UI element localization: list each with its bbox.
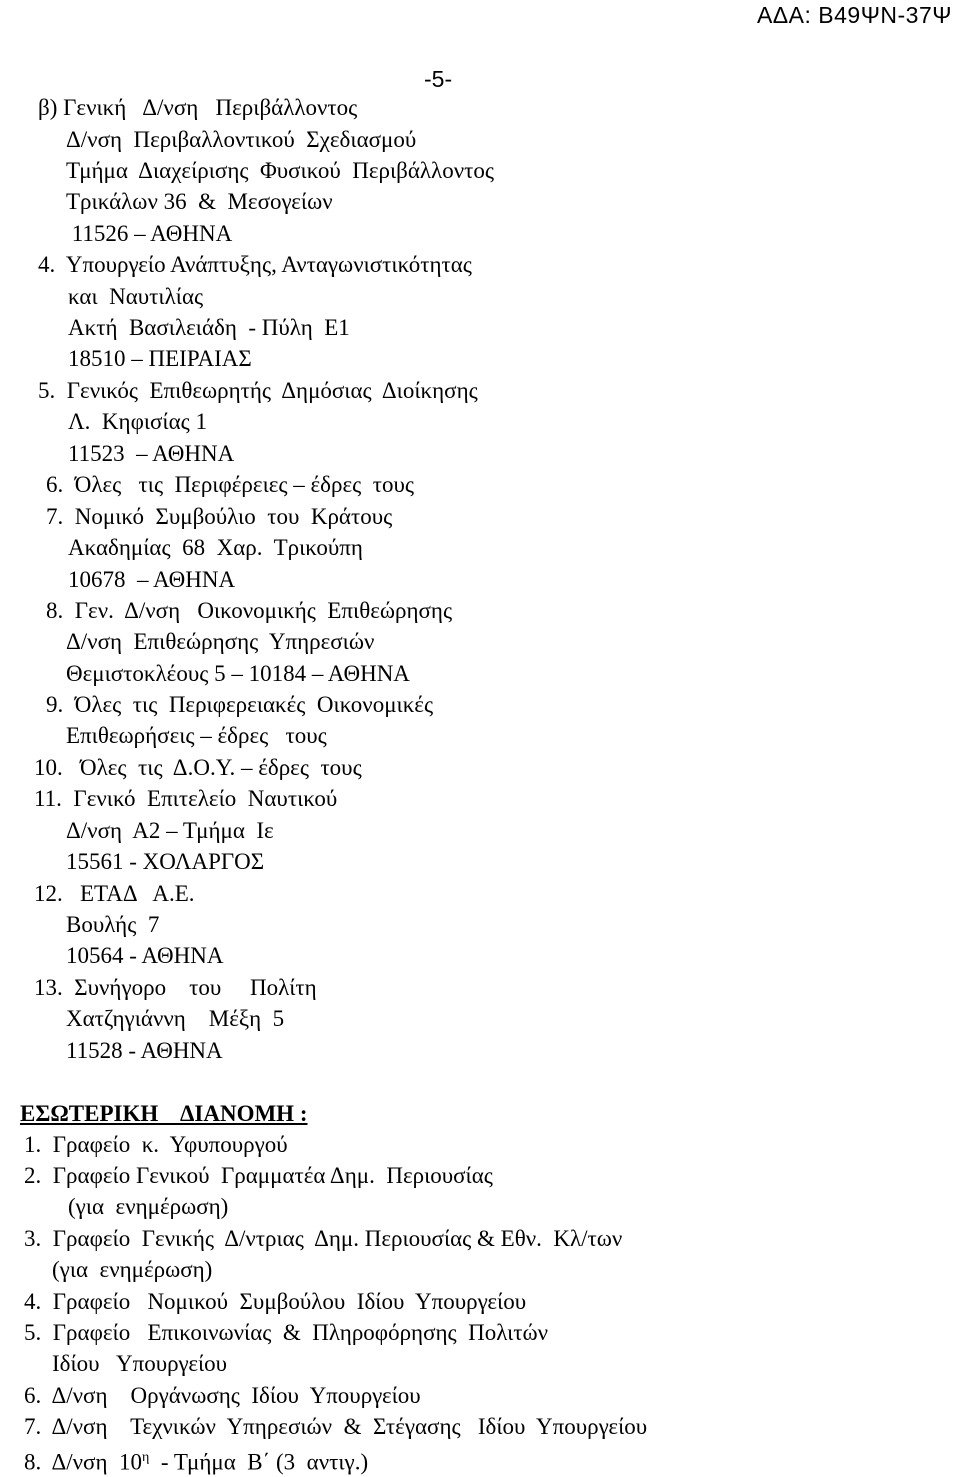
list-line: και Ναυτιλίας xyxy=(68,284,204,309)
list-line: Βουλής 7 xyxy=(66,912,160,937)
list-line: 15561 - ΧΟΛΑΡΓΟΣ xyxy=(66,849,265,874)
list-line: 4. Υπουργείο Ανάπτυξης, Ανταγωνιστικότητας xyxy=(38,252,472,277)
list-line: 6. Δ/νση Οργάνωσης Ιδίου Υπουργείου xyxy=(24,1383,421,1408)
list-line: Ακτή Βασιλειάδη - Πύλη Ε1 xyxy=(68,315,350,340)
list-line: 7. Νομικό Συμβούλιο του Κράτους xyxy=(46,504,393,529)
internal-distribution-heading: ΕΣΩΤΕΡΙΚΗ ΔΙΑΝΟΜΗ : xyxy=(20,1101,308,1126)
list-line: 5. Γραφείο Επικοινωνίας & Πληροφόρησης Πολιτών xyxy=(24,1320,549,1345)
list-line: Ιδίου Υπουργείου xyxy=(52,1351,228,1376)
list-line: 4. Γραφείο Νομικού Συμβούλου Ιδίου Υπουργείου xyxy=(24,1289,527,1314)
list-line: (για ενημέρωση) xyxy=(68,1194,229,1219)
last-line-prefix: 8. Δ/νση 10 xyxy=(24,1449,142,1475)
list-line: 10. Όλες τις Δ.Ο.Υ. – έδρες τους xyxy=(34,755,362,780)
list-line: 2. Γραφείο Γενικού Γραμματέα Δημ. Περιουσίας xyxy=(24,1163,493,1188)
last-line-suffix: - Τμήμα Β΄ (3 αντιγ.) xyxy=(149,1449,369,1475)
list-line: 13. Συνήγορο του Πολίτη xyxy=(34,975,317,1000)
list-line: Δ/νση Επιθεώρησης Υπηρεσιών xyxy=(66,629,375,654)
list-line: Δ/νση Περιβαλλοντικού Σχεδιασμού xyxy=(66,127,417,152)
list-line: 11523 – ΑΘΗΝΑ xyxy=(68,441,235,466)
page-number: -5- xyxy=(424,66,453,92)
ada-code: ΑΔΑ: Β49ΨΝ-37Ψ xyxy=(756,2,952,28)
list-line: 9. Όλες τις Περιφερειακές Οικονομικές xyxy=(46,692,434,717)
list-line: 10678 – ΑΘΗΝΑ xyxy=(68,567,236,592)
list-line: 11. Γενικό Επιτελείο Ναυτικού xyxy=(34,786,338,811)
list-line: Τμήμα Διαχείρισης Φυσικού Περιβάλλοντος xyxy=(66,158,494,183)
list-line: 3. Γραφείο Γενικής Δ/ντριας Δημ. Περιουσίας & Εθν. Κλ/των xyxy=(24,1226,623,1251)
list-line: 8. Γεν. Δ/νση Οικονομικής Επιθεώρησης xyxy=(46,598,453,623)
list-line: 11526 – ΑΘΗΝΑ xyxy=(66,221,233,246)
list-line: 18510 – ΠΕΙΡΑΙΑΣ xyxy=(68,346,252,371)
list-line: Ακαδημίας 68 Χαρ. Τρικούπη xyxy=(68,535,363,560)
list-line: 11528 - ΑΘΗΝΑ xyxy=(66,1038,223,1063)
list-line: 7. Δ/νση Τεχνικών Υπηρεσιών & Στέγασης Ιδίου Υπουργείου xyxy=(24,1414,648,1439)
list-line: Θεμιστοκλέους 5 – 10184 – ΑΘΗΝΑ xyxy=(66,661,410,686)
list-line: 6. Όλες τις Περιφέρειες – έδρες τους xyxy=(46,472,414,497)
list-line: Χατζηγιάννη Μέξη 5 xyxy=(66,1006,285,1031)
list-line: Δ/νση Α2 – Τμήμα Ιε xyxy=(66,818,274,843)
list-line: 5. Γενικός Επιθεωρητής Δημόσιας Διοίκησης xyxy=(38,378,478,403)
last-line-superscript: η xyxy=(142,1450,150,1465)
list-line: Επιθεωρήσεις – έδρες τους xyxy=(66,723,327,748)
list-line: 10564 - ΑΘΗΝΑ xyxy=(66,943,224,968)
list-line: β) Γενική Δ/νση Περιβάλλοντος xyxy=(38,95,358,120)
list-line: 12. ΕΤΑΔ Α.Ε. xyxy=(34,881,195,906)
list-line: 1. Γραφείο κ. Υφυπουργού xyxy=(24,1132,288,1157)
list-line: (για ενημέρωση) xyxy=(52,1257,213,1282)
list-line: Λ. Κηφισίας 1 xyxy=(68,409,208,434)
list-line: Τρικάλων 36 & Μεσογείων xyxy=(66,189,333,214)
